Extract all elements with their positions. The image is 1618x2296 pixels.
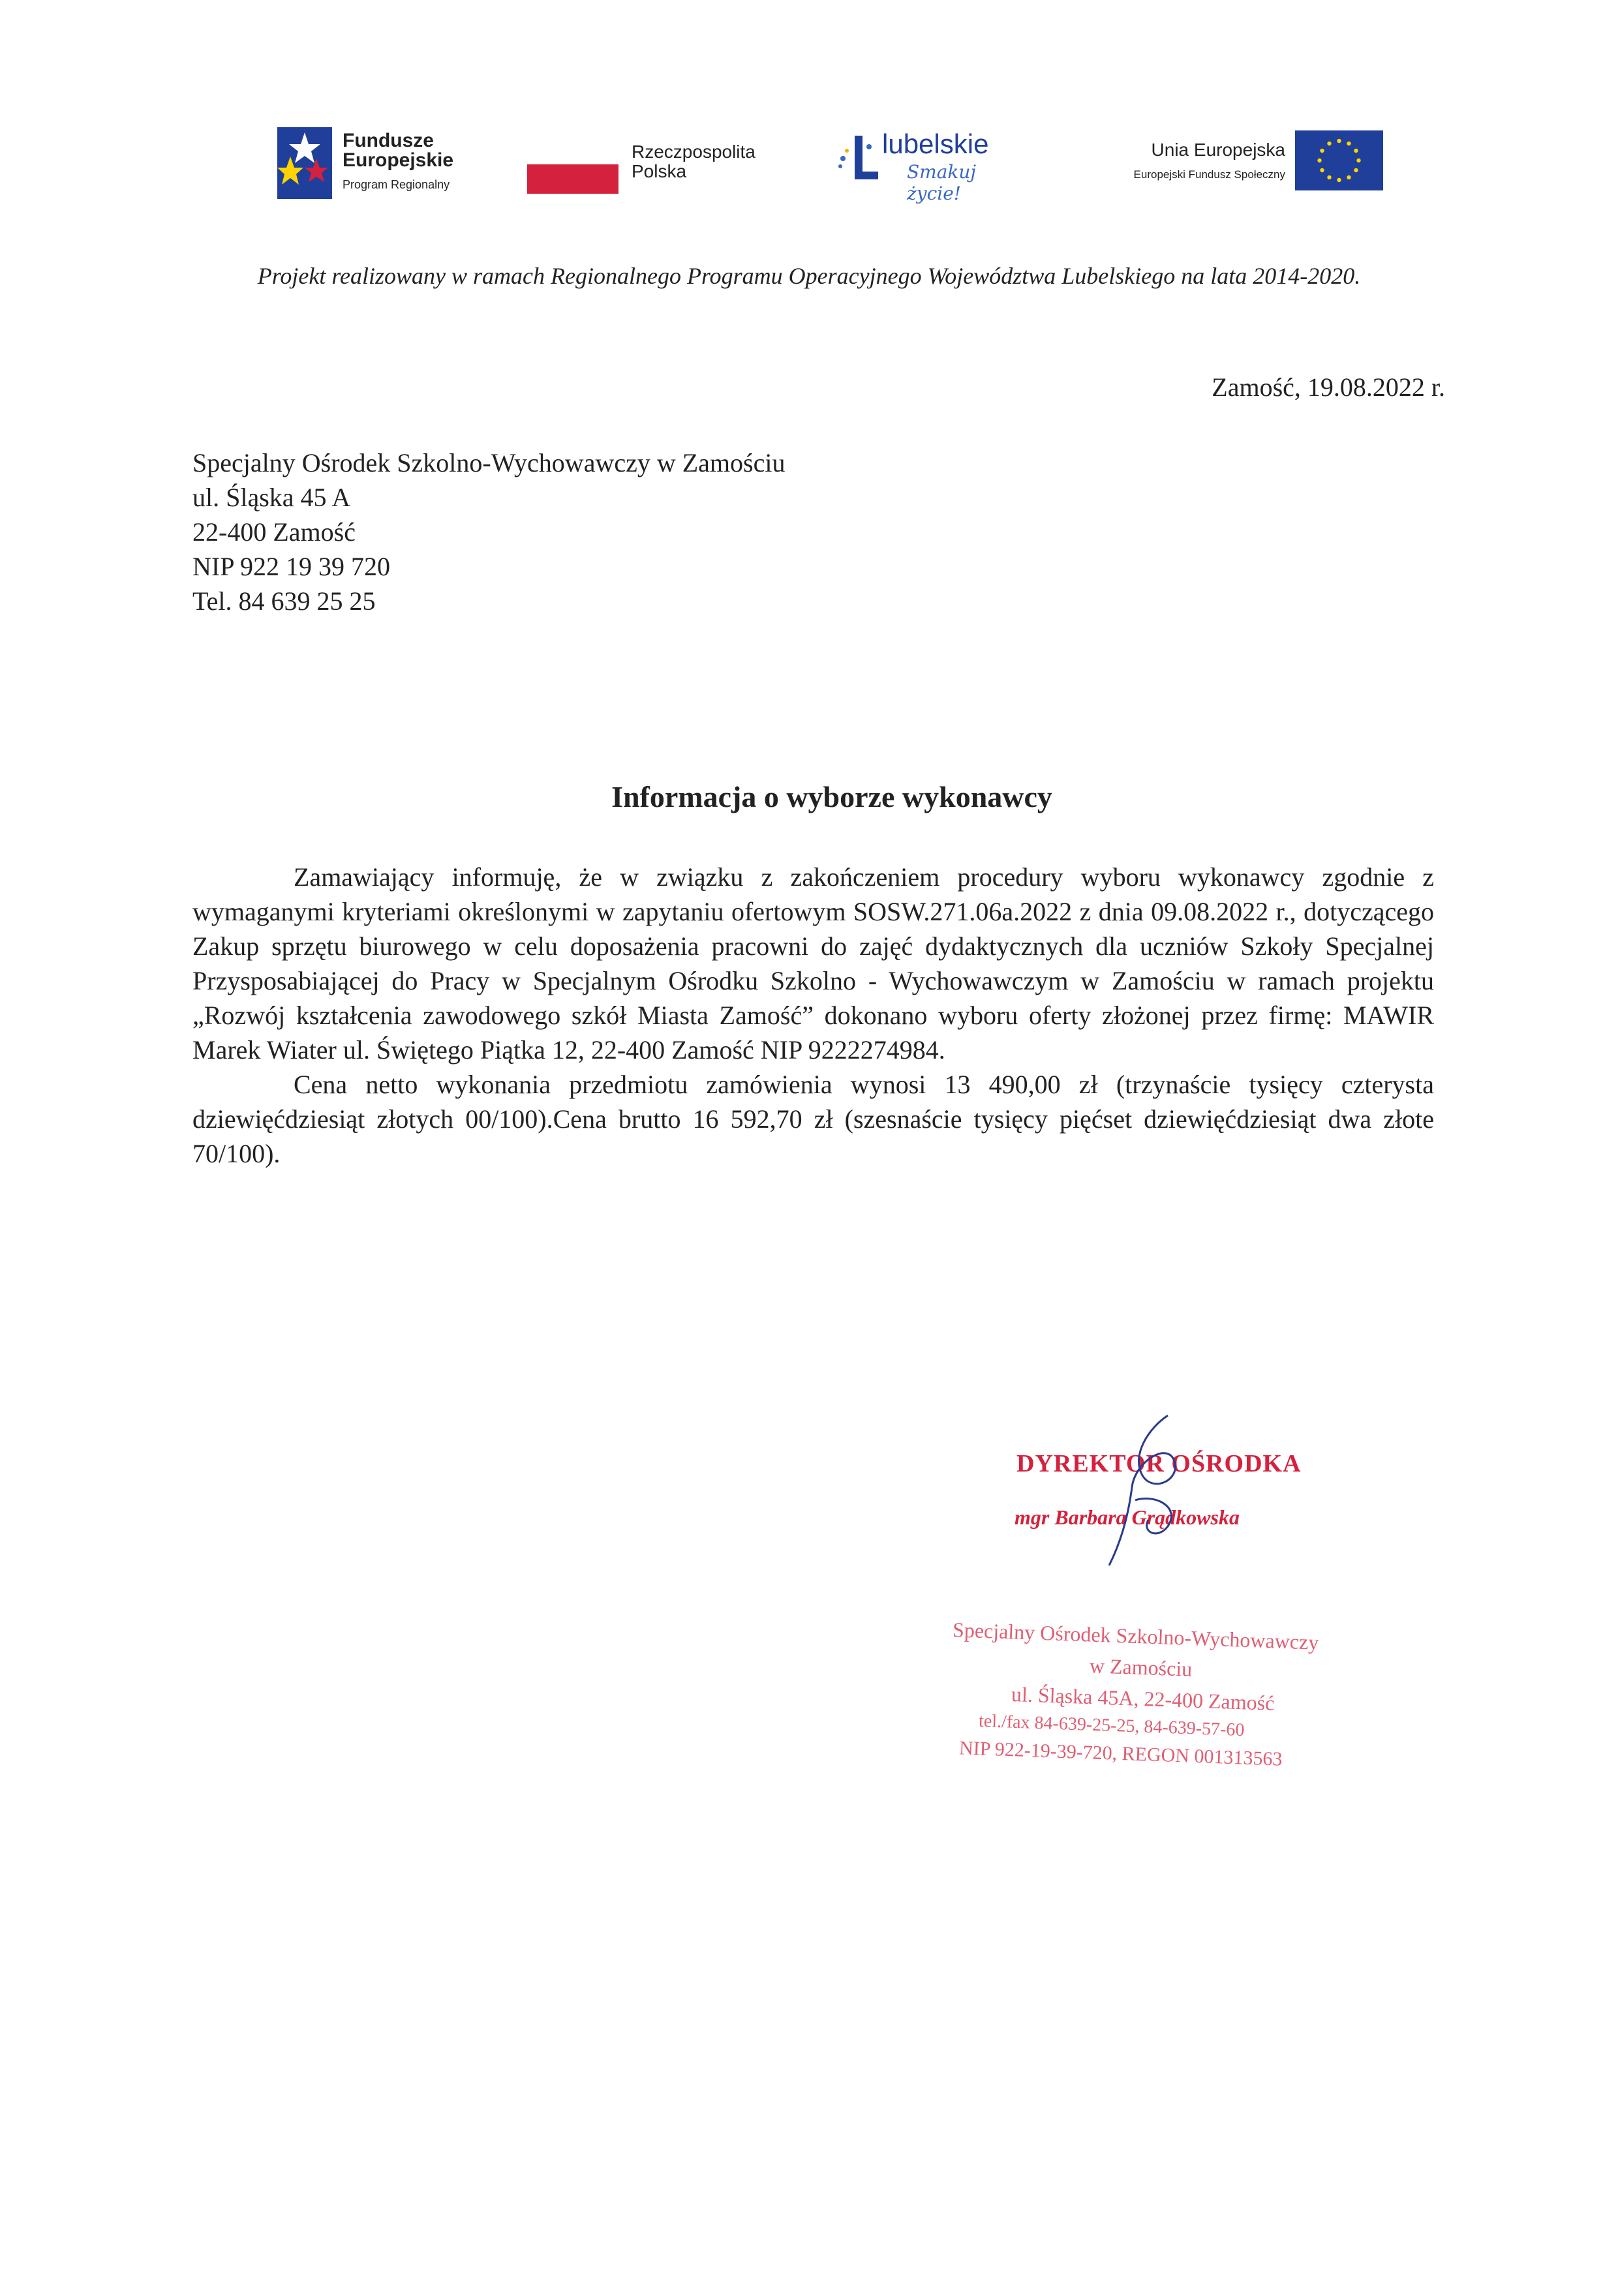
address-line: NIP 922 19 39 720: [192, 552, 390, 581]
body-paragraph: Cena netto wykonania przedmiotu zamówienia wynosi 13 490,00 zł (trzynaście tysięcy czterysta dziewięćdziesiąt złotych 00/100).Cena brutto 16 592,70 zł (szesnaście tysięcy pięćset dziewięćdziesiąt dwa złote 70/100).: [192, 1070, 1434, 1168]
stamp-line: NIP 922-19-39-720, REGON 001313563: [958, 1737, 1283, 1770]
lubelskie-emblem-icon: [835, 132, 881, 185]
recipient-address: [192, 446, 785, 618]
document-date: Zamość, 19.08.2022 r.: [1212, 372, 1445, 402]
eu-star-icon: [1347, 142, 1351, 145]
eu-star-icon: [1320, 168, 1324, 172]
eu-star-icon: [1354, 168, 1358, 172]
stamp-line: ul. Śląska 45A, 22-400 Zamość: [1011, 1682, 1275, 1715]
address-line: ul. Śląska 45 A: [192, 483, 351, 512]
eu-star-icon: [1356, 159, 1360, 162]
eu-star-icon: [1337, 139, 1341, 143]
institution-stamp: [900, 1618, 1396, 1807]
address-line: Tel. 84 639 25 25: [192, 586, 376, 616]
handwritten-signature-icon: [1070, 1402, 1200, 1572]
fundusze-title: Fundusze Europejskie: [343, 130, 454, 171]
lubelskie-slogan: Smakuj życie!: [907, 161, 977, 204]
address-line: 22-400 Zamość: [192, 517, 356, 547]
body-paragraph: Zamawiający informuję, że w związku z zakończeniem procedury wyboru wykonawcy zgodnie z wymaganymi kryteriami określonymi w zapytaniu ofertowym SOSW.271.06a.2022 z dnia 09.08.2022 r., dotyczącego Zakup sprzętu biurowego w celu doposażenia pracowni do zajęć dydaktycznych dla uczniów Szkoły Specjalnej Przysposabiającej do Pracy w Specjalnym Ośrodku Szkolno - Wychowawczym w Zamościu w ramach projektu „Rozwój kształcenia zawodowego szkół Miasta Zamość” dokonano wyboru oferty złożonej przez firmę: MAWIR Marek Wiater ul. Świętego Piątka 12, 22-400 Zamość NIP 9222274984.: [192, 862, 1434, 1065]
fundusze-europejskie-logo: [277, 127, 473, 199]
ue-title: Unia Europejska: [1151, 140, 1285, 160]
fundusze-subtitle: Program Regionalny: [343, 178, 450, 191]
eu-star-icon: [1327, 175, 1331, 179]
stamp-line: Specjalny Ośrodek Szkolno-Wychowawczy: [952, 1618, 1319, 1654]
lubelskie-logo: [835, 127, 1031, 204]
rzeczpospolita-title: Rzeczpospolita Polska: [632, 142, 756, 181]
address-line: Specjalny Ośrodek Szkolno-Wychowawczy w Zamościu: [192, 448, 786, 477]
eu-flag-icon: [1295, 130, 1383, 190]
signature-title: DYREKTOR OŚRODKA: [1016, 1450, 1302, 1477]
eu-star-icon: [1337, 178, 1341, 182]
eu-star-icon: [1327, 142, 1331, 145]
document-heading: Informacja o wyborze wykonawcy: [611, 780, 1052, 813]
eu-star-icon: [1317, 159, 1321, 162]
polish-flag-red-icon: [527, 164, 618, 194]
fundusze-star-emblem-icon: [277, 127, 332, 199]
polish-flag-white-icon: [527, 137, 618, 163]
signature-name: mgr Barbara Grądkowska: [1015, 1505, 1240, 1529]
document-body: [192, 860, 1434, 1171]
ue-subtitle: Europejski Fundusz Społeczny: [1133, 168, 1285, 181]
unia-europejska-logo: [1070, 130, 1364, 192]
stamp-line: w Zamościu: [1089, 1654, 1193, 1681]
stamp-line: tel./fax 84-639-25-25, 84-639-57-60: [978, 1710, 1245, 1741]
rzeczpospolita-logo: [527, 137, 788, 196]
eu-star-icon: [1347, 175, 1351, 179]
project-statement: Projekt realizowany w ramach Regionalnego Programu Operacyjnego Województwa Lubelskiego na lata 2014-2020.: [257, 263, 1361, 289]
lubelskie-title: lubelskie: [882, 128, 989, 159]
eu-star-icon: [1320, 149, 1324, 153]
eu-star-icon: [1354, 149, 1358, 153]
